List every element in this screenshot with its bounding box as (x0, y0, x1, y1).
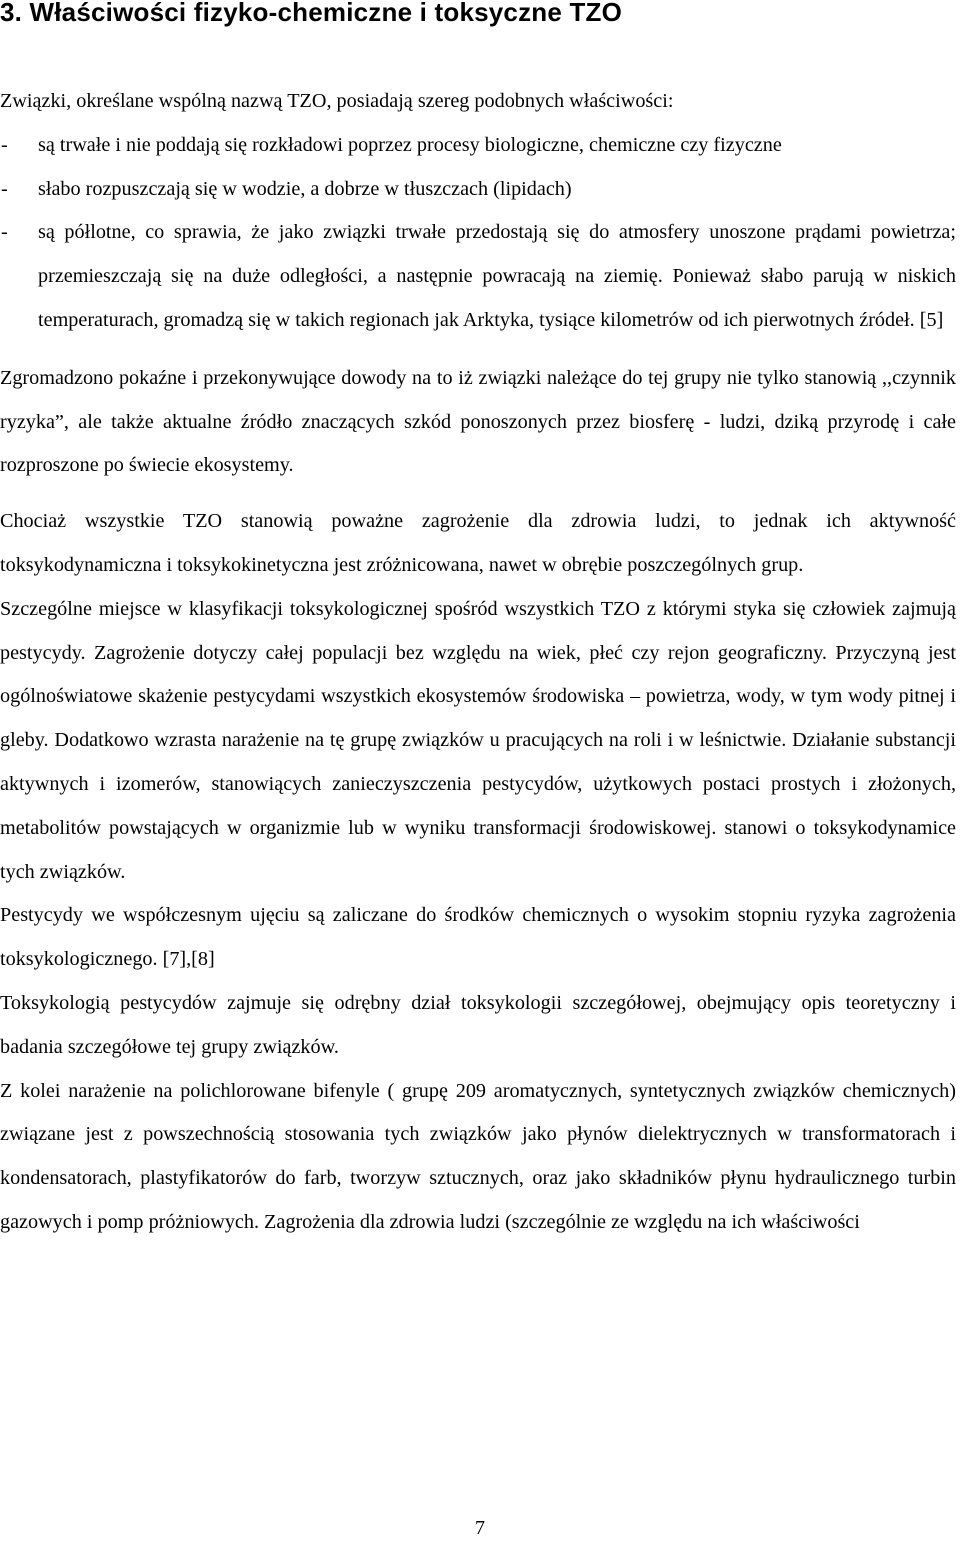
section-heading: 3. Właściwości fizyko-chemiczne i toksyczne TZO (0, 0, 623, 27)
page-number: 7 (475, 1517, 485, 1539)
document-body (0, 80, 956, 1245)
paragraph-pcb: Z kolei narażenie na polichlorowane bifenyle ( grupę 209 aromatycznych, syntetycznych związków chemicznych) związane jest z powszechnością stosowania tych związków jako płynów dielektrycznych w transformatorach i kondensatorach, plastyfikatorów do farb, tworzyw sztucznych, oraz jako składników płynu hydraulicznego turbin gazowych i pomp próżniowych. Zagrożenia dla zdrowia ludzi (szczególnie ze względu na ich właściwości (0, 1079, 956, 1233)
list-dash: - (1, 133, 8, 156)
properties-list (0, 124, 956, 343)
paragraph-toxicology: Toksykologią pestycydów zajmuje się odrębny dział toksykologii szczegółowej, obejmujący opis teoretyczny i badania szczegółowe tej grupy związków. (0, 991, 956, 1058)
list-item (0, 211, 956, 342)
list-item-text: słabo rozpuszczają się w wodzie, a dobrze w tłuszczach (lipidach) (38, 177, 572, 200)
list-item-text: są trwałe i nie poddają się rozkładowi poprzez procesy biologiczne, chemiczne czy fizyczne (38, 133, 782, 156)
list-dash: - (1, 221, 8, 244)
list-item (0, 168, 956, 212)
paragraph-evidence: Zgromadzono pokaźne i przekonywujące dowody na to iż związki należące do tej grupy nie tylko stanowią ,,czynnik ryzyka”, ale także aktualne źródło znaczących szkód ponoszonych przez biosferę - ludzi, dziką przyrodę i całe rozproszone po świecie ekosystemy. (0, 366, 956, 477)
list-item-text: są półlotne, co sprawia, że jako związki trwałe przedostają się do atmosfery unoszone prądami powietrza; przemieszczają się na duże odległości, a następnie powracają na ziemię. Ponieważ słabo parują w niskich temperaturach, gromadzą się w takich regionach jak Arktyka, tysiące kilometrów od ich pierwotnych źródeł. [5] (38, 221, 956, 331)
paragraph-toxicity: Chociaż wszystkie TZO stanowią poważne zagrożenie dla zdrowia ludzi, to jednak ich aktywność toksykodynamiczna i toksykokinetyczna jest zróżnicowana, nawet w obrębie poszczególnych grup. (0, 510, 956, 576)
intro-paragraph: Związki, określane wspólną nazwą TZO, posiadają szereg podobnych właściwości: (0, 90, 674, 112)
list-item (0, 124, 956, 168)
list-dash: - (1, 177, 8, 200)
paragraph-risk: Pestycydy we współczesnym ujęciu są zaliczane do środków chemicznych o wysokim stopniu ryzyka zagrożenia toksykologicznego. [7],[8] (0, 904, 956, 971)
paragraph-pesticides: Szczególne miejsce w klasyfikacji toksykologicznej spośród wszystkich TZO z którymi styka się człowiek zajmują pestycydy. Zagrożenie dotyczy całej populacji bez względu na wiek, płeć czy rejon geograficzny. Przyczyną jest ogólnoświatowe skażenie pestycydami wszystkich ekosystemów środowiska – powietrza, wody, w tym wody pitnej i gleby. Dodatkowo wzrasta narażenie na tę grupę związków u pracujących na roli i w leśnictwie. Działanie substancji aktywnych i izomerów, stanowiących zanieczyszczenia pestycydów, użytkowych postaci prostych i złożonych, metabolitów powstających w organizmie lub w wyniku transformacji środowiskowej. stanowi o toksykodynamice tych związków. (0, 597, 956, 883)
